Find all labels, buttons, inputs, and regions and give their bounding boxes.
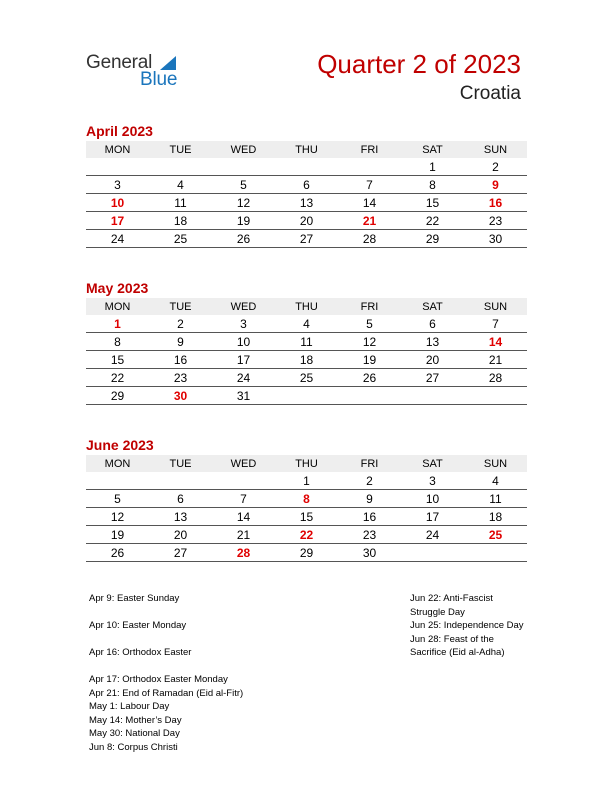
empty-day-cell xyxy=(464,387,527,405)
weekday-header: THU xyxy=(275,298,338,315)
empty-day-cell xyxy=(86,158,149,176)
day-cell: 28 xyxy=(338,230,401,248)
day-cell: 3 xyxy=(86,176,149,194)
week-row xyxy=(86,387,527,405)
day-cell: 6 xyxy=(275,176,338,194)
holiday-note: May 1: Labour Day xyxy=(89,701,170,712)
holiday-note: Apr 9: Easter Sunday xyxy=(89,593,180,604)
holiday-note: Apr 16: Orthodox Easter xyxy=(89,647,192,658)
day-cell: 7 xyxy=(338,176,401,194)
week-row xyxy=(86,333,527,351)
day-cell: 22 xyxy=(275,526,338,544)
week-row xyxy=(86,526,527,544)
weekday-header: TUE xyxy=(149,455,212,472)
weekday-header: SUN xyxy=(464,455,527,472)
weekday-header: FRI xyxy=(338,455,401,472)
day-cell: 30 xyxy=(464,230,527,248)
note-spacer xyxy=(89,660,309,674)
logo-triangle-icon xyxy=(160,56,176,70)
day-cell: 12 xyxy=(86,508,149,526)
holiday-note: Apr 21: End of Ramadan (Eid al-Fitr) xyxy=(89,687,244,699)
day-cell: 24 xyxy=(212,369,275,387)
day-cell: 22 xyxy=(401,212,464,230)
day-cell: 14 xyxy=(464,333,527,351)
holiday-note: Jun 28: Feast of the Sacrifice (Eid al-Adha) xyxy=(410,633,505,658)
week-row xyxy=(86,544,527,562)
day-cell: 8 xyxy=(275,490,338,508)
weekday-header: SUN xyxy=(464,141,527,158)
week-row xyxy=(86,212,527,230)
empty-day-cell xyxy=(464,544,527,562)
day-cell: 16 xyxy=(338,508,401,526)
holiday-note: May 14: Mother’s Day xyxy=(89,714,182,726)
weekday-header: SAT xyxy=(401,141,464,158)
day-cell: 20 xyxy=(275,212,338,230)
weekday-header: SAT xyxy=(401,455,464,472)
day-cell: 12 xyxy=(338,333,401,351)
day-cell: 7 xyxy=(464,315,527,333)
month-april xyxy=(86,123,527,248)
week-row xyxy=(86,158,527,176)
day-cell: 5 xyxy=(212,176,275,194)
day-cell: 27 xyxy=(401,369,464,387)
day-cell: 21 xyxy=(464,351,527,369)
day-cell: 13 xyxy=(401,333,464,351)
empty-day-cell xyxy=(212,158,275,176)
empty-day-cell xyxy=(338,158,401,176)
day-cell: 10 xyxy=(212,333,275,351)
day-cell: 10 xyxy=(86,194,149,212)
day-cell: 25 xyxy=(464,526,527,544)
day-cell: 15 xyxy=(401,194,464,212)
day-cell: 21 xyxy=(338,212,401,230)
day-cell: 5 xyxy=(338,315,401,333)
day-cell: 3 xyxy=(401,472,464,490)
day-cell: 14 xyxy=(338,194,401,212)
day-cell: 27 xyxy=(275,230,338,248)
day-cell: 1 xyxy=(401,158,464,176)
day-cell: 4 xyxy=(275,315,338,333)
week-row xyxy=(86,315,527,333)
day-cell: 4 xyxy=(149,176,212,194)
day-cell: 23 xyxy=(149,369,212,387)
weekday-header: MON xyxy=(86,141,149,158)
logo-general-text: General xyxy=(86,52,153,73)
day-cell: 9 xyxy=(149,333,212,351)
weekday-header: FRI xyxy=(338,298,401,315)
empty-day-cell xyxy=(275,158,338,176)
day-cell: 9 xyxy=(338,490,401,508)
day-cell: 5 xyxy=(86,490,149,508)
day-cell: 20 xyxy=(401,351,464,369)
logo-blue-text: Blue xyxy=(140,69,178,90)
day-cell: 11 xyxy=(149,194,212,212)
empty-day-cell xyxy=(149,158,212,176)
day-cell: 26 xyxy=(212,230,275,248)
weekday-header: SAT xyxy=(401,298,464,315)
day-cell: 10 xyxy=(401,490,464,508)
day-cell: 2 xyxy=(464,158,527,176)
day-cell: 18 xyxy=(149,212,212,230)
holiday-note: Jun 8: Corpus Christi xyxy=(89,741,178,753)
day-cell: 23 xyxy=(464,212,527,230)
week-row xyxy=(86,230,527,248)
month-title: April 2023 xyxy=(86,123,153,139)
day-cell: 1 xyxy=(86,315,149,333)
day-cell: 29 xyxy=(275,544,338,562)
calendar-table xyxy=(86,298,527,405)
week-row xyxy=(86,369,527,387)
logo xyxy=(86,52,196,92)
day-cell: 6 xyxy=(149,490,212,508)
day-cell: 24 xyxy=(86,230,149,248)
day-cell: 19 xyxy=(86,526,149,544)
holiday-note: May 30: National Day xyxy=(89,728,180,739)
week-row xyxy=(86,472,527,490)
holiday-note: Apr 17: Orthodox Easter Monday xyxy=(89,674,228,685)
day-cell: 17 xyxy=(212,351,275,369)
day-cell: 13 xyxy=(149,508,212,526)
day-cell: 24 xyxy=(401,526,464,544)
weekday-header: THU xyxy=(275,455,338,472)
holiday-note: Jun 25: Independence Day xyxy=(410,620,524,631)
day-cell: 23 xyxy=(338,526,401,544)
day-cell: 19 xyxy=(338,351,401,369)
weekday-header: FRI xyxy=(338,141,401,158)
week-row xyxy=(86,351,527,369)
calendar-table xyxy=(86,455,527,562)
empty-day-cell xyxy=(275,387,338,405)
day-cell: 27 xyxy=(149,544,212,562)
day-cell: 28 xyxy=(464,369,527,387)
month-title: May 2023 xyxy=(86,280,149,296)
day-cell: 29 xyxy=(401,230,464,248)
day-cell: 4 xyxy=(464,472,527,490)
day-cell: 30 xyxy=(149,387,212,405)
day-cell: 20 xyxy=(149,526,212,544)
day-cell: 28 xyxy=(212,544,275,562)
day-cell: 8 xyxy=(401,176,464,194)
holiday-note: Jun 22: Anti-Fascist Struggle Day xyxy=(410,593,493,618)
empty-day-cell xyxy=(86,472,149,490)
weekday-header: WED xyxy=(212,298,275,315)
month-june xyxy=(86,437,527,562)
empty-day-cell xyxy=(401,387,464,405)
week-row xyxy=(86,194,527,212)
country-name: Croatia xyxy=(459,83,521,104)
day-cell: 11 xyxy=(464,490,527,508)
day-cell: 12 xyxy=(212,194,275,212)
weekday-header: MON xyxy=(86,455,149,472)
day-cell: 13 xyxy=(275,194,338,212)
day-cell: 16 xyxy=(464,194,527,212)
day-cell: 11 xyxy=(275,333,338,351)
weekday-header: THU xyxy=(275,141,338,158)
day-cell: 6 xyxy=(401,315,464,333)
empty-day-cell xyxy=(212,472,275,490)
day-cell: 31 xyxy=(212,387,275,405)
week-row xyxy=(86,490,527,508)
empty-day-cell xyxy=(338,387,401,405)
weekday-header: MON xyxy=(86,298,149,315)
weekday-header: WED xyxy=(212,455,275,472)
day-cell: 29 xyxy=(86,387,149,405)
day-cell: 15 xyxy=(86,351,149,369)
day-cell: 25 xyxy=(275,369,338,387)
day-cell: 22 xyxy=(86,369,149,387)
day-cell: 30 xyxy=(338,544,401,562)
weekday-header: WED xyxy=(212,141,275,158)
day-cell: 2 xyxy=(338,472,401,490)
day-cell: 1 xyxy=(275,472,338,490)
day-cell: 15 xyxy=(275,508,338,526)
calendar-table xyxy=(86,141,527,248)
day-cell: 3 xyxy=(212,315,275,333)
weekday-header: TUE xyxy=(149,141,212,158)
note-spacer xyxy=(89,606,309,620)
week-row xyxy=(86,176,527,194)
day-cell: 26 xyxy=(86,544,149,562)
day-cell: 2 xyxy=(149,315,212,333)
day-cell: 18 xyxy=(275,351,338,369)
day-cell: 9 xyxy=(464,176,527,194)
holiday-notes-right xyxy=(410,592,530,660)
day-cell: 16 xyxy=(149,351,212,369)
day-cell: 18 xyxy=(464,508,527,526)
week-row xyxy=(86,508,527,526)
day-cell: 19 xyxy=(212,212,275,230)
note-spacer xyxy=(89,633,309,647)
page-title: Quarter 2 of 2023 xyxy=(317,49,521,79)
weekday-header: SUN xyxy=(464,298,527,315)
day-cell: 17 xyxy=(86,212,149,230)
holiday-note: Apr 10: Easter Monday xyxy=(89,620,187,631)
day-cell: 14 xyxy=(212,508,275,526)
weekday-header: TUE xyxy=(149,298,212,315)
holiday-notes-left xyxy=(89,592,309,754)
day-cell: 25 xyxy=(149,230,212,248)
empty-day-cell xyxy=(149,472,212,490)
day-cell: 26 xyxy=(338,369,401,387)
month-may xyxy=(86,280,527,405)
day-cell: 7 xyxy=(212,490,275,508)
empty-day-cell xyxy=(401,544,464,562)
day-cell: 8 xyxy=(86,333,149,351)
month-title: June 2023 xyxy=(86,437,154,453)
day-cell: 21 xyxy=(212,526,275,544)
day-cell: 17 xyxy=(401,508,464,526)
